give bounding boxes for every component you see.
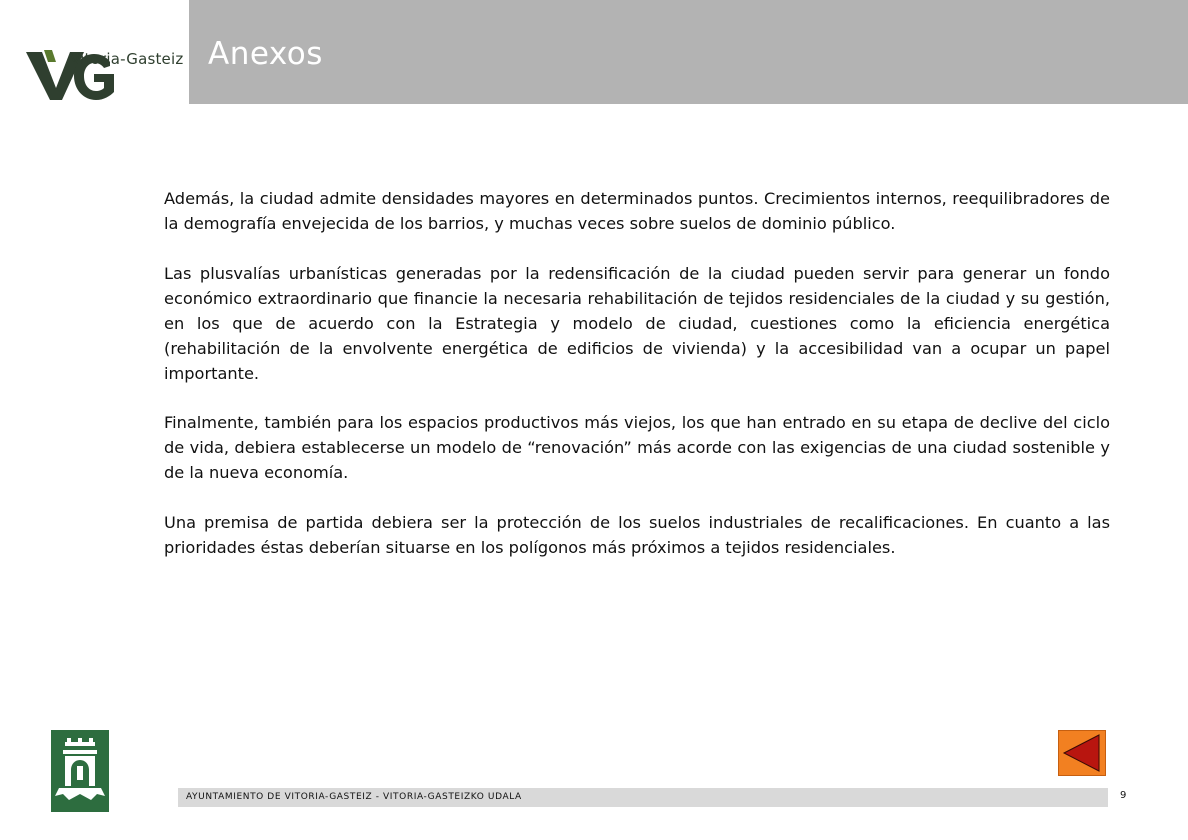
page-title: Anexos: [208, 36, 323, 72]
back-button[interactable]: [1058, 730, 1106, 776]
paragraph: Además, la ciudad admite densidades mayores en determinados puntos. Crecimientos internos, reequilibradores de la demografía envejecida de los barrios, y muchas veces sobre suelos de dominio público.: [164, 189, 1110, 233]
vitoria-gasteiz-logo: [26, 26, 184, 102]
municipal-crest-icon: [51, 730, 109, 812]
paragraph: Finalmente, también para los espacios productivos más viejos, los que han entrado en su etapa de declive del ciclo de vida, debiera establecerse un modelo de “renovación” más acorde con las exigencias de una ciudad sostenible y de la nueva economía.: [164, 413, 1110, 482]
footer-organization: AYUNTAMIENTO DE VITORIA-GASTEIZ - VITORIA-GASTEIZKO UDALA: [186, 792, 522, 802]
header-bar: [189, 0, 1188, 104]
page-number: 9: [1120, 790, 1127, 801]
paragraph: Las plusvalías urbanísticas generadas por la redensificación de la ciudad pueden servir para generar un fondo económico extraordinario que financie la necesaria rehabilitación de tejidos residenciales de la ciudad y su gestión, en los que de acuerdo con la Estrategia y modelo de ciudad, cuestiones como la eficiencia energética (rehabilitación de la envolvente energética de edificios de vivienda) y la accesibilidad van a ocupar un papel importante.: [164, 263, 1110, 383]
logo-text: Vitoria-Gasteiz: [70, 50, 184, 68]
paragraph: Una premisa de partida debiera ser la protección de los suelos industriales de recalificaciones. En cuanto a las prioridades éstas deberían situarse en los polígonos más próximos a tejidos residenciales.: [164, 512, 1110, 557]
triangle-left-icon: [1059, 731, 1105, 775]
body-text: [164, 186, 1110, 584]
